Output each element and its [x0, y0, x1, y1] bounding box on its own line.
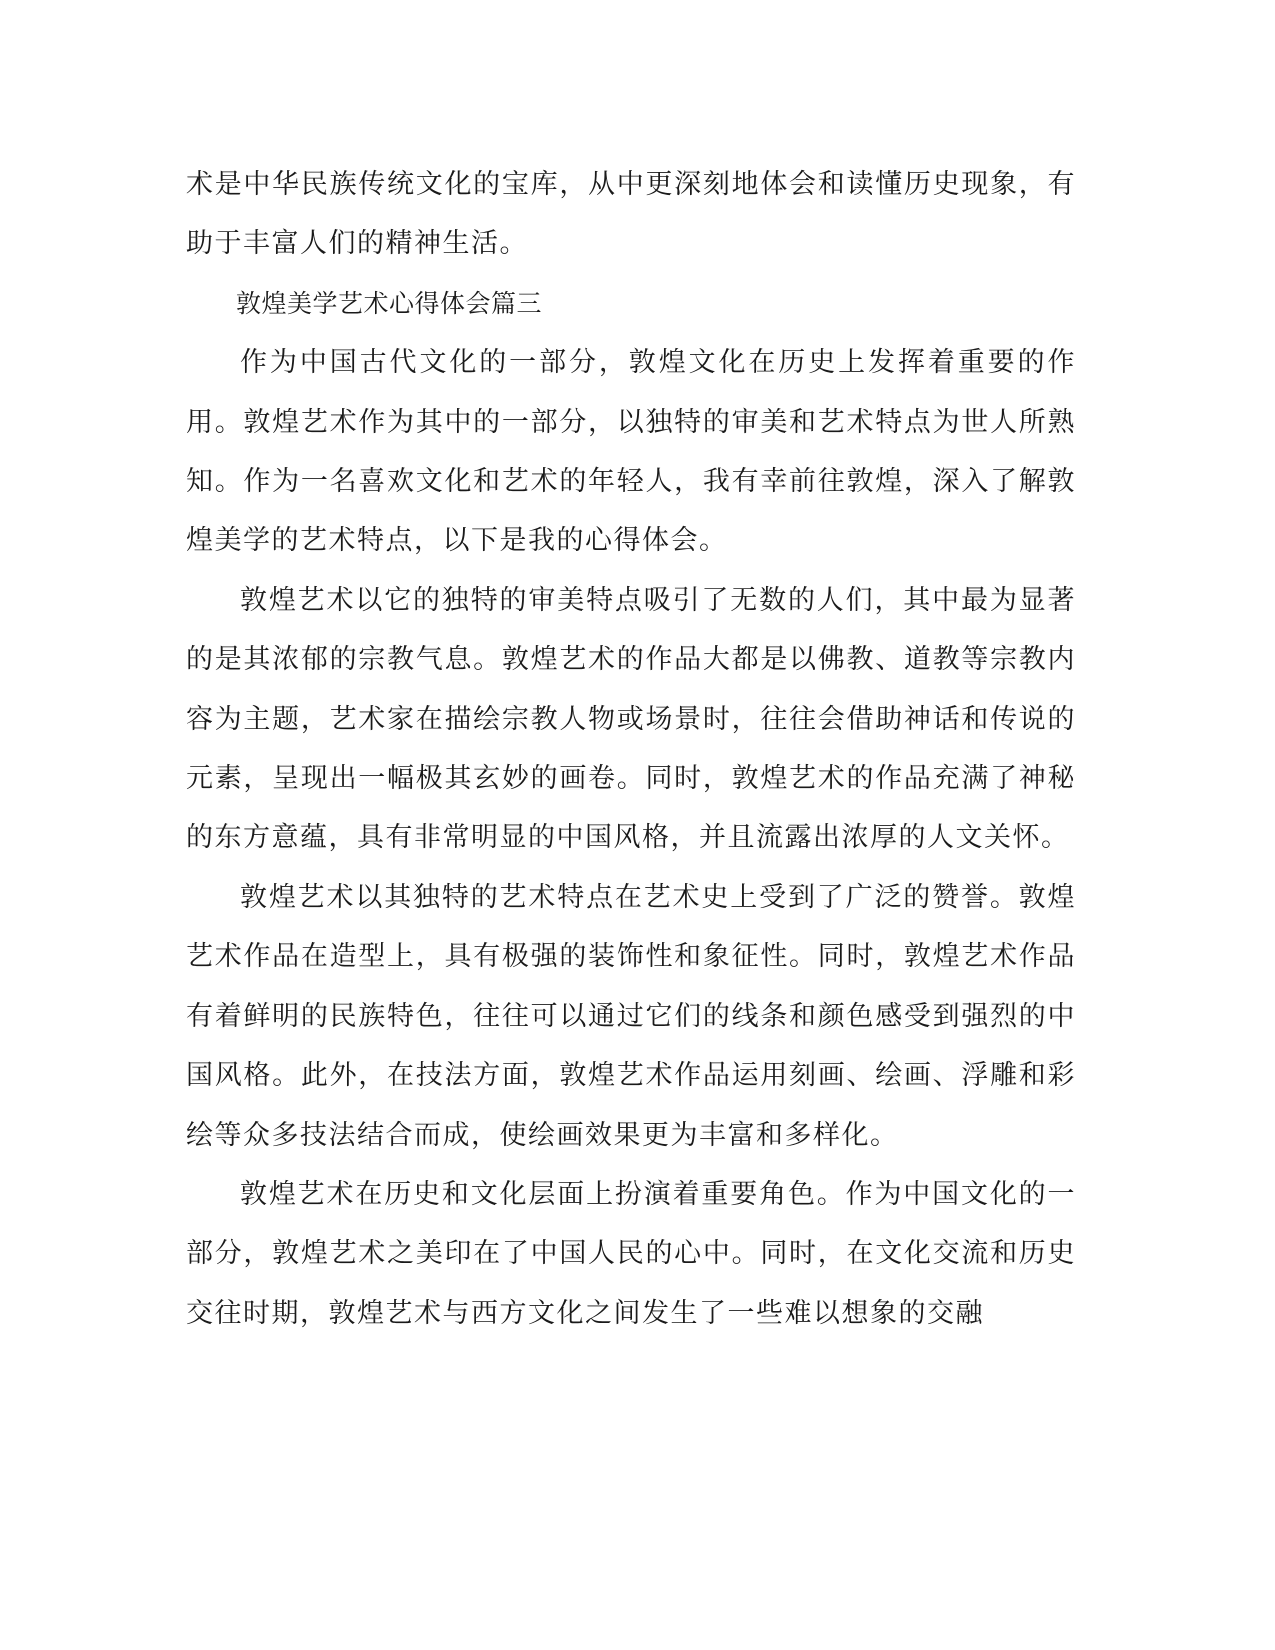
continuation-paragraph: 术是中华民族传统文化的宝库，从中更深刻地体会和读懂历史现象，有助于丰富人们的精神生活。	[186, 169, 1076, 260]
body-paragraph: 敦煌艺术以其独特的艺术特点在艺术史上受到了广泛的赞誉。敦煌艺术作品在造型上，具有极强的装饰性和象征性。同时，敦煌艺术作品有着鲜明的民族特色，往往可以通过它们的线条和颜色感受到强烈的中国风格。此外，在技法方面，敦煌艺术作品运用刻画、绘画、浮雕和彩绘等众多技法结合而成，使绘画效果更为丰富和多样化。	[186, 881, 1076, 1151]
body-paragraph: 敦煌艺术在历史和文化层面上扮演着重要角色。作为中国文化的一部分，敦煌艺术之美印在了中国人民的心中。同时，在文化交流和历史交往时期，敦煌艺术与西方文化之间发生了一些难以想象的交融	[186, 1178, 1076, 1329]
document-body	[186, 155, 1076, 1343]
body-paragraph: 敦煌艺术以它的独特的审美特点吸引了无数的人们，其中最为显著的是其浓郁的宗教气息。敦煌艺术的作品大都是以佛教、道教等宗教内容为主题，艺术家在描绘宗教人物或场景时，往往会借助神话和传说的元素，呈现出一幅极其玄妙的画卷。同时，敦煌艺术的作品充满了神秘的东方意蕴，具有非常明显的中国风格，并且流露出浓厚的人文关怀。	[186, 584, 1076, 854]
section-heading: 敦煌美学艺术心得体会篇三	[236, 288, 543, 318]
body-paragraph: 作为中国古代文化的一部分，敦煌文化在历史上发挥着重要的作用。敦煌艺术作为其中的一部分，以独特的审美和艺术特点为世人所熟知。作为一名喜欢文化和艺术的年轻人，我有幸前往敦煌，深入了解敦煌美学的艺术特点，以下是我的心得体会。	[186, 347, 1076, 557]
